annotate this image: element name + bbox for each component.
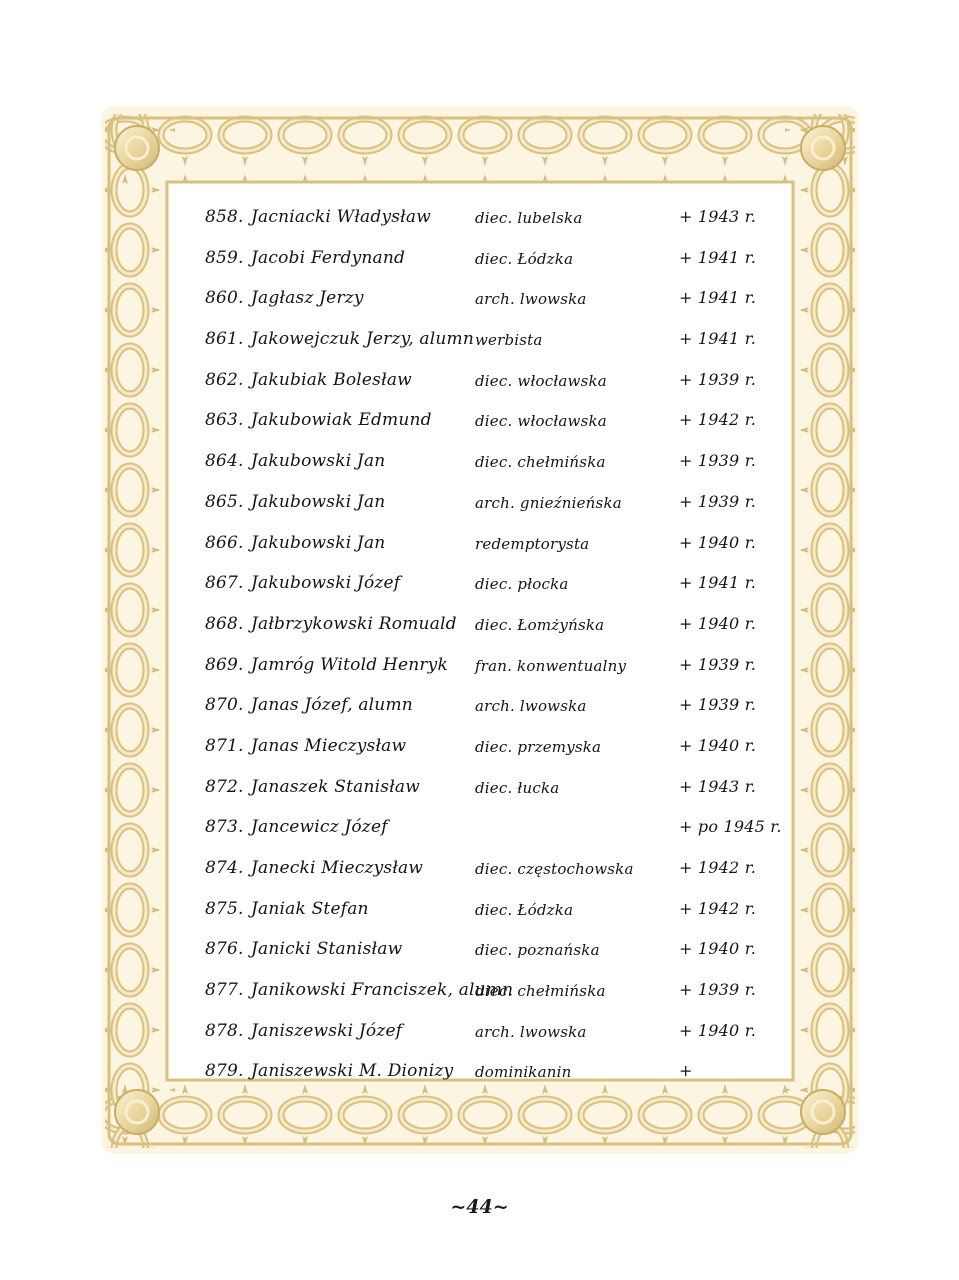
entry-name: Jakubowski Józef <box>251 573 401 594</box>
list-item <box>205 320 775 361</box>
entry-diocese: diec. Łomżyńska <box>475 615 605 634</box>
entry-diocese: redemptorysta <box>475 534 590 553</box>
list-item <box>205 401 775 442</box>
list-item <box>205 442 775 483</box>
entry-name: Jancewicz Józef <box>251 817 388 838</box>
entry-diocese: diec. częstochowska <box>475 860 634 878</box>
page-number: ~44~ <box>450 1196 509 1218</box>
list-item <box>205 849 775 890</box>
entry-diocese: diec. chełmińska <box>475 982 606 1001</box>
entry-diocese: diec. Łódzka <box>475 249 574 268</box>
entry-diocese: diec. włocławska <box>475 371 607 390</box>
entry-number: 858. <box>205 207 244 227</box>
entry-diocese: diec. łucka <box>475 778 560 797</box>
entry-death: + 1939 r. <box>679 654 757 674</box>
entry-diocese: arch. lwowska <box>475 697 587 716</box>
entry-number: 876. <box>205 939 244 960</box>
entry-name: Janicki Stanisław <box>251 939 403 960</box>
entry-diocese: fran. konwentualny <box>475 656 627 675</box>
entry-number: 866. <box>205 532 244 553</box>
entry-name: Janas Józef, alumn <box>251 695 413 716</box>
list-item <box>205 646 775 687</box>
entry-name: Jakubowski Jan <box>251 491 386 512</box>
entry-death: + 1943 r. <box>679 776 757 796</box>
entry-name: Janaszek Stanisław <box>251 776 421 797</box>
entry-diocese: dominikanin <box>475 1063 572 1082</box>
entry-death: + 1943 r. <box>679 207 757 226</box>
list-item <box>205 198 775 239</box>
entry-diocese: diec. włocławska <box>475 412 607 431</box>
entry-name: Janiszewski M. Dionizy <box>251 1061 454 1082</box>
entry-diocese: diec. poznańska <box>475 941 600 960</box>
list-item <box>205 1052 775 1093</box>
entry-name: Janecki Mieczysław <box>251 858 424 878</box>
list-item <box>205 279 775 320</box>
list-item <box>205 564 775 605</box>
entry-death: + 1940 r. <box>679 735 757 755</box>
entry-number: 862. <box>205 369 244 390</box>
entry-name: Janikowski Franciszek, alumn <box>251 980 514 1001</box>
entry-death: + <box>679 1061 693 1081</box>
entry-number: 863. <box>205 410 244 431</box>
entry-number: 868. <box>205 613 244 634</box>
entry-diocese: diec. Łódzka <box>475 900 574 919</box>
entry-number: 872. <box>205 776 244 797</box>
entry-death: + 1940 r. <box>679 532 757 552</box>
list-item <box>205 890 775 931</box>
entry-number: 877. <box>205 980 244 1001</box>
entry-death: + 1939 r. <box>679 695 757 715</box>
entry-death: + 1939 r. <box>679 451 757 471</box>
entry-death: + 1942 r. <box>679 410 757 430</box>
entry-diocese: arch. lwowska <box>475 1022 587 1041</box>
entry-number: 860. <box>205 288 244 309</box>
entry-death: + 1942 r. <box>679 898 757 918</box>
entry-death: + po 1945 r. <box>679 817 782 837</box>
entry-name: Jacobi Ferdynand <box>251 247 406 268</box>
entry-number: 859. <box>205 247 244 268</box>
entry-death: + 1939 r. <box>679 491 757 511</box>
entry-diocese: diec. płocka <box>475 575 569 594</box>
entry-number: 861. <box>205 329 244 350</box>
entry-death: + 1941 r. <box>679 247 757 267</box>
entry-diocese: diec. chełmińska <box>475 453 606 472</box>
entry-death: + 1940 r. <box>679 613 757 633</box>
entry-death: + 1941 r. <box>679 329 757 349</box>
list-item <box>205 930 775 971</box>
list-item <box>205 808 782 849</box>
list-item <box>205 971 775 1012</box>
entry-diocese: arch. lwowska <box>475 290 587 309</box>
entry-diocese: diec. przemyska <box>475 737 602 756</box>
entry-number: 871. <box>205 735 244 756</box>
entry-death: + 1941 r. <box>679 288 757 308</box>
entry-name: Jakubowiak Edmund <box>251 410 432 431</box>
entry-number: 865. <box>205 491 244 512</box>
entry-number: 864. <box>205 451 244 472</box>
entry-name: Janiszewski Józef <box>251 1020 403 1041</box>
entry-name: Jakubowski Jan <box>251 532 386 553</box>
entry-number: 878. <box>205 1020 244 1041</box>
entry-death: + 1940 r. <box>679 1020 757 1040</box>
list-item <box>205 727 775 768</box>
entry-name: Janiak Stefan <box>251 898 369 919</box>
entry-death: + 1942 r. <box>679 858 757 877</box>
entry-death: + 1939 r. <box>679 980 757 1000</box>
entry-name: Jałbrzykowski Romuald <box>251 613 457 634</box>
entry-name: Jacniacki Władysław <box>251 207 431 227</box>
entry-list <box>205 198 782 1093</box>
entry-number: 867. <box>205 573 244 594</box>
entry-name: Jamróg Witold Henryk <box>251 654 448 675</box>
list-item <box>205 768 775 809</box>
entry-name: Janas Mieczysław <box>251 735 407 756</box>
entry-death: + 1939 r. <box>679 369 757 389</box>
entry-name: Jakubiak Bolesław <box>251 369 412 390</box>
list-item <box>205 483 775 524</box>
entry-diocese: diec. lubelska <box>475 209 583 227</box>
entry-number: 869. <box>205 654 244 675</box>
list-item <box>205 361 775 402</box>
entry-name: Jakubowski Jan <box>251 451 386 472</box>
entry-name: Jagłasz Jerzy <box>251 288 364 309</box>
entry-number: 875. <box>205 898 244 919</box>
list-item <box>205 686 775 727</box>
entry-diocese: arch. gnieźnieńska <box>475 493 622 512</box>
entry-death: + 1940 r. <box>679 939 757 959</box>
entry-number: 879. <box>205 1061 244 1082</box>
entry-name: Jakowejczuk Jerzy, alumn <box>251 329 475 350</box>
list-item <box>205 1012 775 1053</box>
entry-number: 873. <box>205 817 244 838</box>
entry-number: 874. <box>205 858 244 878</box>
list-item <box>205 605 775 646</box>
entry-number: 870. <box>205 695 244 716</box>
entry-diocese: werbista <box>475 331 543 350</box>
entry-death: + 1941 r. <box>679 573 757 593</box>
list-item <box>205 524 775 565</box>
list-item <box>205 239 775 280</box>
